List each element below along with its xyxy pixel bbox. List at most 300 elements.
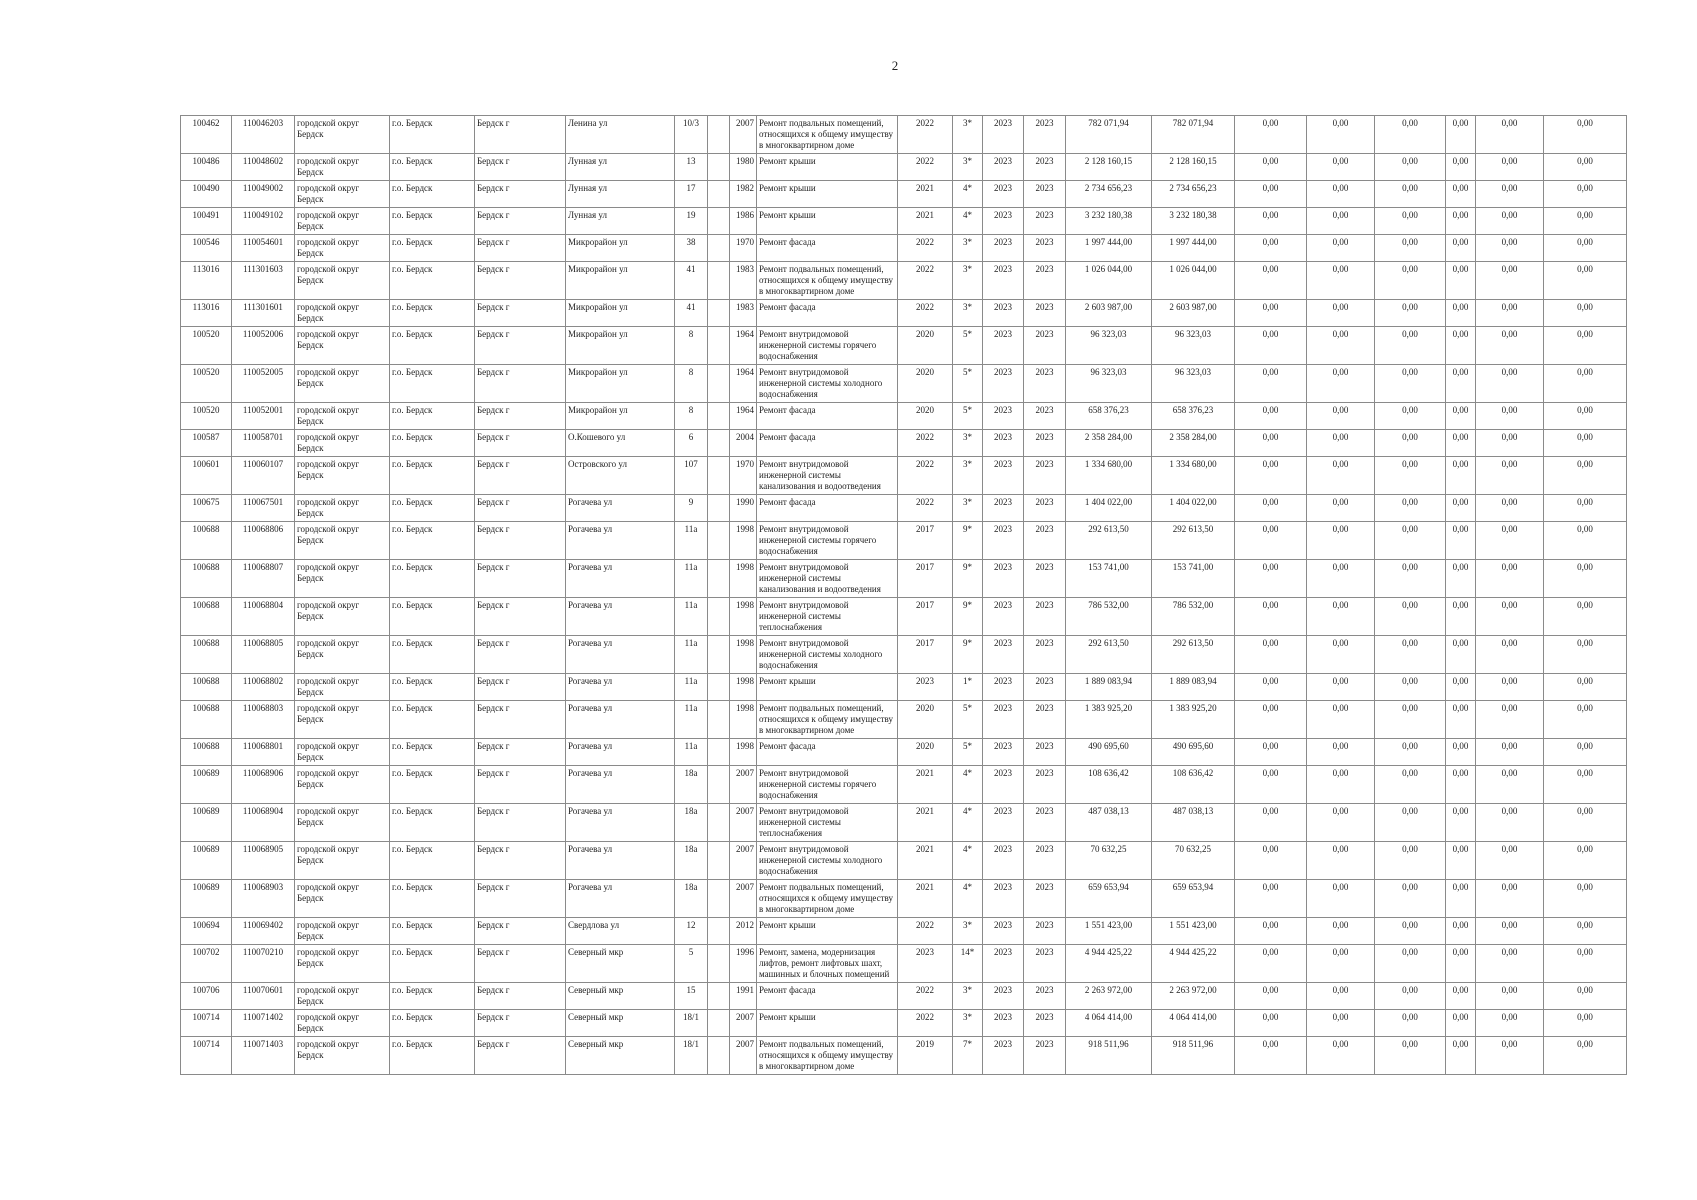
cell-regional-funds: 0,00 <box>1307 430 1375 457</box>
cell-street: Рогачева ул <box>566 842 675 880</box>
cell-regional-funds: 0,00 <box>1307 262 1375 300</box>
cell-street: Лунная ул <box>566 208 675 235</box>
cell-local-funds: 0,00 <box>1375 918 1446 945</box>
cell-record-id: 100694 <box>181 918 232 945</box>
cell-house-number: 18/1 <box>675 1037 708 1075</box>
cell-owner-funds: 0,00 <box>1476 804 1544 842</box>
cell-plan-year: 2022 <box>898 430 953 457</box>
cell-build-year: 1998 <box>730 522 757 560</box>
cell-start-year: 2023 <box>983 1010 1024 1037</box>
cell-work-id: 110060107 <box>232 457 295 495</box>
cell-district: г.о. Бердск <box>390 739 475 766</box>
cell-owner-funds: 0,00 <box>1476 560 1544 598</box>
cell-house-letter <box>708 880 730 918</box>
cell-house-letter <box>708 1010 730 1037</box>
cell-local-funds: 0,00 <box>1375 403 1446 430</box>
cell-municipality: городской округ Бердск <box>295 181 390 208</box>
cell-regional-funds: 0,00 <box>1307 1010 1375 1037</box>
cell-work-type: Ремонт подвальных помещений, относящихся к общему имуществу в многоквартирном доме <box>757 1037 898 1075</box>
cell-work-type: Ремонт внутридомовой инженерной системы канализования и водоотведения <box>757 457 898 495</box>
cell-house-number: 13 <box>675 154 708 181</box>
cell-owner-funds: 0,00 <box>1476 430 1544 457</box>
cell-owner-funds: 0,00 <box>1476 739 1544 766</box>
cell-house-letter <box>708 945 730 983</box>
cell-fund-cost: 153 741,00 <box>1152 560 1235 598</box>
cell-owner-funds: 0,00 <box>1476 495 1544 522</box>
cell-federal-funds: 0,00 <box>1235 983 1307 1010</box>
cell-owner-funds: 0,00 <box>1476 1037 1544 1075</box>
cell-street: Свердлова ул <box>566 918 675 945</box>
cell-end-year: 2023 <box>1024 674 1066 701</box>
cell-district: г.о. Бердск <box>390 636 475 674</box>
cell-total-cost: 659 653,94 <box>1066 880 1152 918</box>
cell-priority: 3* <box>953 235 983 262</box>
cell-municipality: городской округ Бердск <box>295 842 390 880</box>
cell-city: Бердск г <box>475 235 566 262</box>
cell-city: Бердск г <box>475 842 566 880</box>
cell-street: Ленина ул <box>566 116 675 154</box>
cell-work-type: Ремонт крыши <box>757 918 898 945</box>
cell-work-id: 110068801 <box>232 739 295 766</box>
cell-federal-funds: 0,00 <box>1235 235 1307 262</box>
cell-federal-funds: 0,00 <box>1235 430 1307 457</box>
cell-other-funds: 0,00 <box>1544 674 1627 701</box>
cell-fund-cost: 918 511,96 <box>1152 1037 1235 1075</box>
cell-street: Микрорайон ул <box>566 235 675 262</box>
cell-record-id: 100587 <box>181 430 232 457</box>
cell-priority: 5* <box>953 327 983 365</box>
cell-record-id: 100689 <box>181 880 232 918</box>
cell-end-year: 2023 <box>1024 154 1066 181</box>
cell-regional-funds: 0,00 <box>1307 804 1375 842</box>
cell-city: Бердск г <box>475 701 566 739</box>
cell-end-year: 2023 <box>1024 235 1066 262</box>
cell-house-letter <box>708 804 730 842</box>
cell-plan-year: 2023 <box>898 945 953 983</box>
cell-local-funds: 0,00 <box>1375 945 1446 983</box>
cell-build-year: 1998 <box>730 701 757 739</box>
cell-build-year: 1964 <box>730 365 757 403</box>
cell-street: Рогачева ул <box>566 766 675 804</box>
cell-work-id: 110068807 <box>232 560 295 598</box>
cell-priority: 4* <box>953 208 983 235</box>
cell-fund-cost: 658 376,23 <box>1152 403 1235 430</box>
cell-build-year: 1980 <box>730 154 757 181</box>
cell-street: Рогачева ул <box>566 495 675 522</box>
cell-city: Бердск г <box>475 1010 566 1037</box>
cell-end-year: 2023 <box>1024 457 1066 495</box>
cell-build-year: 2007 <box>730 766 757 804</box>
cell-local-funds: 0,00 <box>1375 457 1446 495</box>
cell-house-letter <box>708 300 730 327</box>
cell-work-id: 110049102 <box>232 208 295 235</box>
cell-regional-funds: 0,00 <box>1307 842 1375 880</box>
cell-house-number: 38 <box>675 235 708 262</box>
cell-owner-funds: 0,00 <box>1476 636 1544 674</box>
cell-record-id: 100486 <box>181 154 232 181</box>
cell-local-funds: 0,00 <box>1375 560 1446 598</box>
cell-start-year: 2023 <box>983 804 1024 842</box>
cell-priority: 4* <box>953 842 983 880</box>
cell-municipality: городской округ Бердск <box>295 1037 390 1075</box>
cell-house-letter <box>708 701 730 739</box>
cell-city: Бердск г <box>475 116 566 154</box>
cell-priority: 9* <box>953 636 983 674</box>
cell-work-type: Ремонт внутридомовой инженерной системы холодного водоснабжения <box>757 842 898 880</box>
cell-work-type: Ремонт подвальных помещений, относящихся к общему имуществу в многоквартирном доме <box>757 701 898 739</box>
cell-build-year: 1998 <box>730 636 757 674</box>
cell-record-id: 100714 <box>181 1037 232 1075</box>
cell-district: г.о. Бердск <box>390 522 475 560</box>
table-row <box>181 235 1627 262</box>
cell-house-letter <box>708 181 730 208</box>
cell-house-letter <box>708 154 730 181</box>
cell-street: Рогачева ул <box>566 880 675 918</box>
cell-house-number: 15 <box>675 983 708 1010</box>
cell-other-funds: 0,00 <box>1544 262 1627 300</box>
cell-house-letter <box>708 766 730 804</box>
cell-district: г.о. Бердск <box>390 457 475 495</box>
cell-municipality: городской округ Бердск <box>295 983 390 1010</box>
cell-fund-cost: 2 358 284,00 <box>1152 430 1235 457</box>
cell-total-cost: 786 532,00 <box>1066 598 1152 636</box>
cell-build-year: 1998 <box>730 598 757 636</box>
cell-house-letter <box>708 457 730 495</box>
cell-district: г.о. Бердск <box>390 327 475 365</box>
cell-work-id: 110068803 <box>232 701 295 739</box>
cell-district: г.о. Бердск <box>390 154 475 181</box>
cell-district: г.о. Бердск <box>390 983 475 1010</box>
cell-end-year: 2023 <box>1024 300 1066 327</box>
cell-end-year: 2023 <box>1024 116 1066 154</box>
cell-municipality: городской округ Бердск <box>295 262 390 300</box>
cell-city: Бердск г <box>475 918 566 945</box>
cell-end-year: 2023 <box>1024 560 1066 598</box>
cell-owner-funds-share: 0,00 <box>1446 208 1476 235</box>
cell-start-year: 2023 <box>983 918 1024 945</box>
cell-end-year: 2023 <box>1024 1037 1066 1075</box>
cell-work-type: Ремонт внутридомовой инженерной системы теплоснабжения <box>757 598 898 636</box>
cell-record-id: 113016 <box>181 262 232 300</box>
cell-owner-funds: 0,00 <box>1476 116 1544 154</box>
cell-work-id: 110068906 <box>232 766 295 804</box>
cell-owner-funds: 0,00 <box>1476 300 1544 327</box>
cell-end-year: 2023 <box>1024 701 1066 739</box>
cell-plan-year: 2017 <box>898 598 953 636</box>
cell-other-funds: 0,00 <box>1544 365 1627 403</box>
capital-repair-table <box>180 115 1627 1075</box>
cell-regional-funds: 0,00 <box>1307 154 1375 181</box>
cell-record-id: 100546 <box>181 235 232 262</box>
cell-other-funds: 0,00 <box>1544 739 1627 766</box>
cell-other-funds: 0,00 <box>1544 457 1627 495</box>
cell-end-year: 2023 <box>1024 495 1066 522</box>
cell-city: Бердск г <box>475 365 566 403</box>
cell-build-year: 1970 <box>730 235 757 262</box>
cell-record-id: 100520 <box>181 403 232 430</box>
cell-priority: 9* <box>953 560 983 598</box>
cell-total-cost: 4 944 425,22 <box>1066 945 1152 983</box>
cell-local-funds: 0,00 <box>1375 365 1446 403</box>
cell-fund-cost: 3 232 180,38 <box>1152 208 1235 235</box>
cell-owner-funds-share: 0,00 <box>1446 1037 1476 1075</box>
cell-record-id: 100462 <box>181 116 232 154</box>
cell-total-cost: 96 323,03 <box>1066 327 1152 365</box>
cell-city: Бердск г <box>475 560 566 598</box>
cell-record-id: 100688 <box>181 701 232 739</box>
cell-work-id: 110067501 <box>232 495 295 522</box>
cell-total-cost: 2 603 987,00 <box>1066 300 1152 327</box>
cell-work-type: Ремонт фасада <box>757 983 898 1010</box>
table-row <box>181 804 1627 842</box>
cell-work-type: Ремонт подвальных помещений, относящихся к общему имуществу в многоквартирном доме <box>757 880 898 918</box>
cell-city: Бердск г <box>475 208 566 235</box>
cell-build-year: 1986 <box>730 208 757 235</box>
cell-municipality: городской округ Бердск <box>295 327 390 365</box>
cell-end-year: 2023 <box>1024 842 1066 880</box>
cell-local-funds: 0,00 <box>1375 300 1446 327</box>
cell-work-id: 110071403 <box>232 1037 295 1075</box>
cell-regional-funds: 0,00 <box>1307 880 1375 918</box>
cell-local-funds: 0,00 <box>1375 674 1446 701</box>
cell-start-year: 2023 <box>983 674 1024 701</box>
cell-owner-funds-share: 0,00 <box>1446 430 1476 457</box>
cell-house-number: 18/1 <box>675 1010 708 1037</box>
cell-end-year: 2023 <box>1024 804 1066 842</box>
cell-record-id: 100520 <box>181 327 232 365</box>
table-row <box>181 739 1627 766</box>
cell-end-year: 2023 <box>1024 262 1066 300</box>
cell-city: Бердск г <box>475 880 566 918</box>
cell-total-cost: 2 128 160,15 <box>1066 154 1152 181</box>
cell-regional-funds: 0,00 <box>1307 235 1375 262</box>
cell-federal-funds: 0,00 <box>1235 945 1307 983</box>
cell-house-letter <box>708 522 730 560</box>
cell-street: Северный мкр <box>566 1037 675 1075</box>
cell-street: Рогачева ул <box>566 560 675 598</box>
table-row <box>181 766 1627 804</box>
cell-owner-funds-share: 0,00 <box>1446 701 1476 739</box>
cell-fund-cost: 96 323,03 <box>1152 327 1235 365</box>
table-row <box>181 674 1627 701</box>
cell-regional-funds: 0,00 <box>1307 918 1375 945</box>
cell-regional-funds: 0,00 <box>1307 636 1375 674</box>
cell-owner-funds-share: 0,00 <box>1446 1010 1476 1037</box>
cell-work-id: 111301603 <box>232 262 295 300</box>
cell-street: Островского ул <box>566 457 675 495</box>
cell-other-funds: 0,00 <box>1544 327 1627 365</box>
cell-work-id: 110068903 <box>232 880 295 918</box>
cell-priority: 9* <box>953 598 983 636</box>
cell-municipality: городской округ Бердск <box>295 945 390 983</box>
table-row <box>181 116 1627 154</box>
cell-total-cost: 1 334 680,00 <box>1066 457 1152 495</box>
cell-district: г.о. Бердск <box>390 181 475 208</box>
cell-regional-funds: 0,00 <box>1307 116 1375 154</box>
cell-end-year: 2023 <box>1024 327 1066 365</box>
cell-priority: 14* <box>953 945 983 983</box>
cell-start-year: 2023 <box>983 945 1024 983</box>
cell-regional-funds: 0,00 <box>1307 674 1375 701</box>
cell-house-number: 8 <box>675 365 708 403</box>
cell-house-number: 18а <box>675 804 708 842</box>
cell-owner-funds: 0,00 <box>1476 842 1544 880</box>
cell-end-year: 2023 <box>1024 522 1066 560</box>
table-row <box>181 403 1627 430</box>
cell-local-funds: 0,00 <box>1375 636 1446 674</box>
cell-other-funds: 0,00 <box>1544 701 1627 739</box>
cell-fund-cost: 2 734 656,23 <box>1152 181 1235 208</box>
cell-total-cost: 2 358 284,00 <box>1066 430 1152 457</box>
table-row <box>181 1010 1627 1037</box>
cell-priority: 3* <box>953 300 983 327</box>
cell-plan-year: 2022 <box>898 300 953 327</box>
cell-city: Бердск г <box>475 262 566 300</box>
cell-district: г.о. Бердск <box>390 1037 475 1075</box>
cell-total-cost: 1 404 022,00 <box>1066 495 1152 522</box>
cell-house-number: 9 <box>675 495 708 522</box>
cell-priority: 5* <box>953 403 983 430</box>
cell-work-type: Ремонт фасада <box>757 300 898 327</box>
cell-record-id: 100689 <box>181 842 232 880</box>
cell-municipality: городской округ Бердск <box>295 1010 390 1037</box>
cell-municipality: городской округ Бердск <box>295 430 390 457</box>
cell-work-id: 110046203 <box>232 116 295 154</box>
cell-start-year: 2023 <box>983 1037 1024 1075</box>
cell-work-type: Ремонт крыши <box>757 674 898 701</box>
cell-district: г.о. Бердск <box>390 560 475 598</box>
cell-start-year: 2023 <box>983 560 1024 598</box>
cell-owner-funds-share: 0,00 <box>1446 739 1476 766</box>
cell-record-id: 100688 <box>181 522 232 560</box>
cell-owner-funds: 0,00 <box>1476 983 1544 1010</box>
cell-work-id: 110068802 <box>232 674 295 701</box>
cell-municipality: городской округ Бердск <box>295 739 390 766</box>
cell-work-id: 111301601 <box>232 300 295 327</box>
cell-local-funds: 0,00 <box>1375 262 1446 300</box>
cell-district: г.о. Бердск <box>390 842 475 880</box>
cell-house-letter <box>708 983 730 1010</box>
cell-street: Северный мкр <box>566 945 675 983</box>
cell-district: г.о. Бердск <box>390 262 475 300</box>
cell-house-number: 8 <box>675 327 708 365</box>
cell-build-year: 1998 <box>730 739 757 766</box>
cell-municipality: городской округ Бердск <box>295 918 390 945</box>
cell-district: г.о. Бердск <box>390 495 475 522</box>
cell-owner-funds-share: 0,00 <box>1446 365 1476 403</box>
cell-plan-year: 2022 <box>898 495 953 522</box>
cell-district: г.о. Бердск <box>390 701 475 739</box>
cell-build-year: 2007 <box>730 842 757 880</box>
cell-owner-funds: 0,00 <box>1476 945 1544 983</box>
table-row <box>181 522 1627 560</box>
cell-fund-cost: 292 613,50 <box>1152 636 1235 674</box>
cell-fund-cost: 1 404 022,00 <box>1152 495 1235 522</box>
cell-municipality: городской округ Бердск <box>295 804 390 842</box>
cell-priority: 3* <box>953 457 983 495</box>
cell-federal-funds: 0,00 <box>1235 327 1307 365</box>
cell-house-number: 18а <box>675 880 708 918</box>
cell-end-year: 2023 <box>1024 1010 1066 1037</box>
cell-federal-funds: 0,00 <box>1235 598 1307 636</box>
cell-plan-year: 2021 <box>898 766 953 804</box>
cell-fund-cost: 1 334 680,00 <box>1152 457 1235 495</box>
cell-owner-funds: 0,00 <box>1476 181 1544 208</box>
cell-priority: 1* <box>953 674 983 701</box>
cell-fund-cost: 1 997 444,00 <box>1152 235 1235 262</box>
cell-total-cost: 487 038,13 <box>1066 804 1152 842</box>
cell-total-cost: 1 383 925,20 <box>1066 701 1152 739</box>
cell-start-year: 2023 <box>983 766 1024 804</box>
cell-start-year: 2023 <box>983 208 1024 235</box>
cell-start-year: 2023 <box>983 235 1024 262</box>
cell-regional-funds: 0,00 <box>1307 327 1375 365</box>
cell-street: Северный мкр <box>566 1010 675 1037</box>
cell-house-letter <box>708 918 730 945</box>
cell-owner-funds: 0,00 <box>1476 522 1544 560</box>
cell-owner-funds-share: 0,00 <box>1446 766 1476 804</box>
cell-house-letter <box>708 235 730 262</box>
cell-district: г.о. Бердск <box>390 208 475 235</box>
cell-local-funds: 0,00 <box>1375 430 1446 457</box>
cell-regional-funds: 0,00 <box>1307 701 1375 739</box>
cell-start-year: 2023 <box>983 598 1024 636</box>
cell-owner-funds-share: 0,00 <box>1446 674 1476 701</box>
cell-house-letter <box>708 560 730 598</box>
cell-start-year: 2023 <box>983 116 1024 154</box>
table-row <box>181 945 1627 983</box>
cell-record-id: 100490 <box>181 181 232 208</box>
cell-owner-funds: 0,00 <box>1476 154 1544 181</box>
cell-other-funds: 0,00 <box>1544 880 1627 918</box>
cell-start-year: 2023 <box>983 430 1024 457</box>
cell-city: Бердск г <box>475 1037 566 1075</box>
cell-house-letter <box>708 430 730 457</box>
cell-work-type: Ремонт крыши <box>757 1010 898 1037</box>
cell-city: Бердск г <box>475 522 566 560</box>
cell-house-number: 11а <box>675 701 708 739</box>
cell-start-year: 2023 <box>983 365 1024 403</box>
cell-end-year: 2023 <box>1024 365 1066 403</box>
table-row <box>181 262 1627 300</box>
cell-end-year: 2023 <box>1024 945 1066 983</box>
cell-city: Бердск г <box>475 674 566 701</box>
cell-fund-cost: 2 128 160,15 <box>1152 154 1235 181</box>
cell-federal-funds: 0,00 <box>1235 674 1307 701</box>
cell-build-year: 2004 <box>730 430 757 457</box>
cell-plan-year: 2022 <box>898 983 953 1010</box>
cell-plan-year: 2022 <box>898 262 953 300</box>
cell-total-cost: 1 997 444,00 <box>1066 235 1152 262</box>
cell-regional-funds: 0,00 <box>1307 495 1375 522</box>
cell-record-id: 100706 <box>181 983 232 1010</box>
page-number: 2 <box>891 58 899 73</box>
cell-plan-year: 2022 <box>898 1010 953 1037</box>
cell-start-year: 2023 <box>983 983 1024 1010</box>
cell-house-number: 41 <box>675 300 708 327</box>
cell-record-id: 100520 <box>181 365 232 403</box>
cell-house-letter <box>708 327 730 365</box>
cell-other-funds: 0,00 <box>1544 983 1627 1010</box>
cell-regional-funds: 0,00 <box>1307 739 1375 766</box>
cell-street: Рогачева ул <box>566 701 675 739</box>
cell-work-id: 110070601 <box>232 983 295 1010</box>
cell-end-year: 2023 <box>1024 208 1066 235</box>
cell-federal-funds: 0,00 <box>1235 116 1307 154</box>
cell-work-id: 110068904 <box>232 804 295 842</box>
cell-regional-funds: 0,00 <box>1307 403 1375 430</box>
cell-federal-funds: 0,00 <box>1235 804 1307 842</box>
